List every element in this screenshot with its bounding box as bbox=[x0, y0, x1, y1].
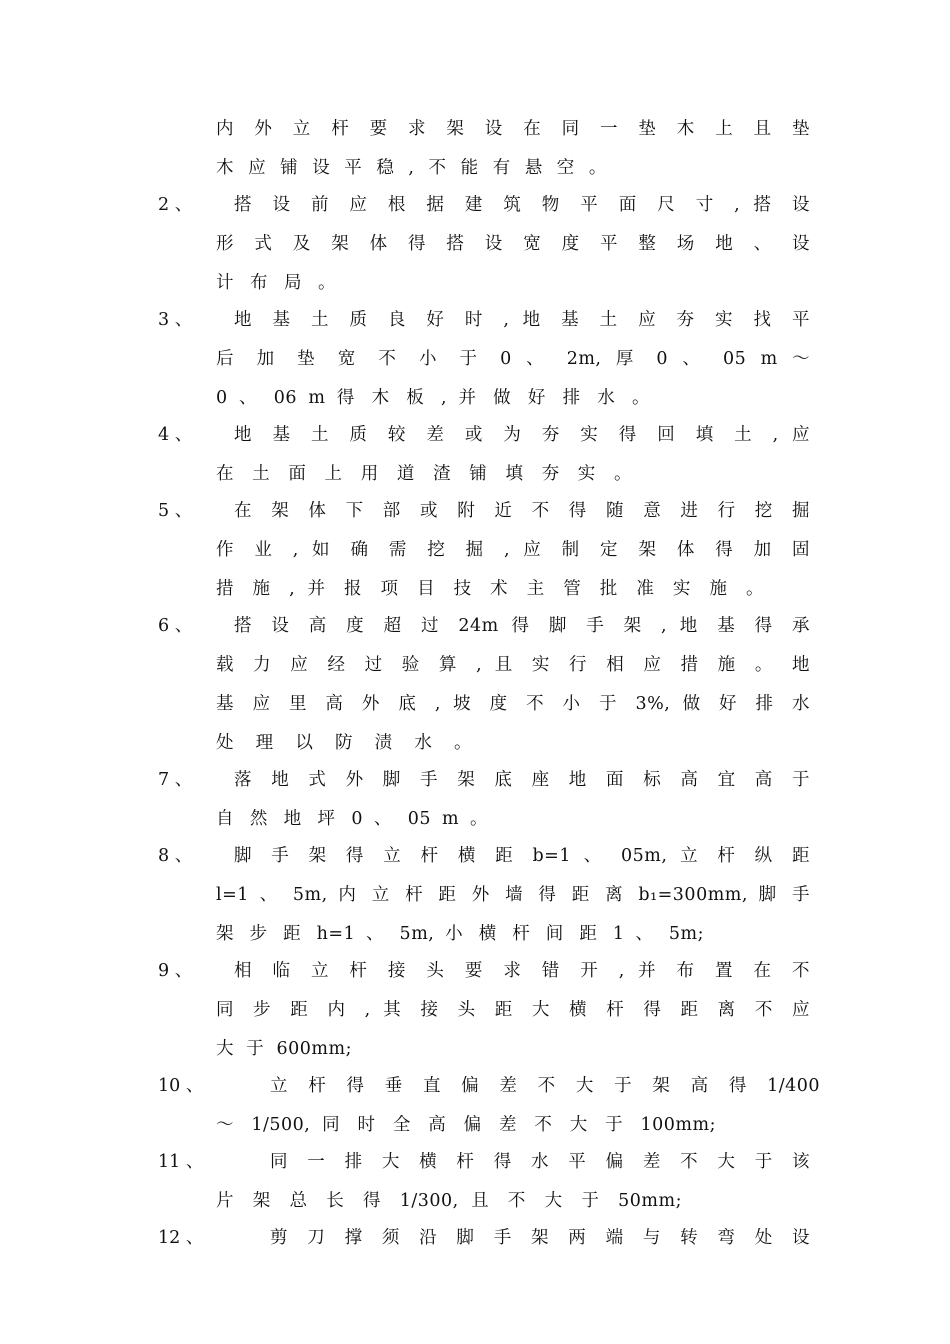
text-line: 大 于 600mm; bbox=[216, 1039, 352, 1059]
text-line: 脚 手 架 得 立 杆 横 距 b=1 、 05m, 立 杆 纵 距 bbox=[234, 846, 810, 866]
text-line: 落 地 式 外 脚 手 架 底 座 地 面 标 高 宜 高 于 bbox=[234, 770, 810, 790]
text-line: 地 基 土 质 较 差 或 为 夯 实 得 回 填 土 , 应 bbox=[234, 425, 810, 445]
text-line: 同 步 距 内 , 其 接 头 距 大 横 杆 得 距 离 不 应 bbox=[216, 1000, 810, 1020]
text-line: 后 加 垫 宽 不 小 于 0 、 2m, 厚 0 、 05 m ～ bbox=[216, 349, 810, 369]
item-number: 6 、 bbox=[158, 616, 193, 636]
text-line: 搭 设 前 应 根 据 建 筑 物 平 面 尺 寸 , 搭 设 bbox=[234, 195, 810, 215]
text-line: 措 施 , 并 报 项 目 技 术 主 管 批 准 实 施 。 bbox=[216, 579, 764, 599]
text-line: 片 架 总 长 得 1/300, 且 不 大 于 50mm; bbox=[216, 1191, 682, 1211]
text-line: 基 应 里 高 外 底 , 坡 度 不 小 于 3%, 做 好 排 水 bbox=[216, 694, 810, 714]
item-number: 2 、 bbox=[158, 195, 193, 215]
text-line: 自 然 地 坪 0 、 05 m 。 bbox=[216, 809, 488, 829]
text-line: 地 基 土 质 良 好 时 , 地 基 土 应 夯 实 找 平 bbox=[234, 310, 810, 330]
text-line: 立 杆 得 垂 直 偏 差 不 大 于 架 高 得 1/400 bbox=[270, 1076, 820, 1096]
item-number: 7 、 bbox=[158, 770, 193, 790]
item-number: 3 、 bbox=[158, 310, 193, 330]
text-line: 剪 刀 撑 须 沿 脚 手 架 两 端 与 转 弯 处 设 bbox=[270, 1228, 810, 1248]
text-line: 载 力 应 经 过 验 算 , 且 实 行 相 应 措 施 。 地 bbox=[216, 655, 810, 675]
item-number: 11 、 bbox=[158, 1152, 204, 1172]
text-line: 在 架 体 下 部 或 附 近 不 得 随 意 进 行 挖 掘 bbox=[234, 501, 810, 521]
text-line: 同 一 排 大 横 杆 得 水 平 偏 差 不 大 于 该 bbox=[270, 1152, 810, 1172]
item-number: 10 、 bbox=[158, 1076, 204, 1096]
text-line: 在 土 面 上 用 道 渣 铺 填 夯 实 。 bbox=[216, 464, 632, 484]
text-line: l=1 、 5m, 内 立 杆 距 外 墙 得 距 离 b₁=300mm, 脚 手 bbox=[216, 885, 810, 905]
text-line: 处 理 以 防 渍 水 。 bbox=[216, 733, 472, 753]
text-line: 0 、 06 m 得 木 板 , 并 做 好 排 水 。 bbox=[216, 388, 650, 408]
item-number: 9 、 bbox=[158, 961, 193, 981]
text-line: 相 临 立 杆 接 头 要 求 错 开 , 并 布 置 在 不 bbox=[234, 961, 810, 981]
item-number: 8 、 bbox=[158, 846, 193, 866]
item-number: 4 、 bbox=[158, 425, 193, 445]
item-number: 12 、 bbox=[158, 1228, 204, 1248]
text-line: 搭 设 高 度 超 过 24m 得 脚 手 架 , 地 基 得 承 bbox=[234, 616, 810, 636]
text-line: 内 外 立 杆 要 求 架 设 在 同 一 垫 木 上 且 垫 bbox=[216, 119, 810, 139]
item-number: 5 、 bbox=[158, 501, 193, 521]
text-line: ～ 1/500, 同 时 全 高 偏 差 不 大 于 100mm; bbox=[216, 1115, 716, 1135]
text-line: 架 步 距 h=1 、 5m, 小 横 杆 间 距 1 、 5m; bbox=[216, 924, 704, 944]
text-line: 作 业 , 如 确 需 挖 掘 , 应 制 定 架 体 得 加 固 bbox=[216, 540, 810, 560]
text-line: 计 布 局 。 bbox=[216, 273, 336, 293]
text-line: 形 式 及 架 体 得 搭 设 宽 度 平 整 场 地 、 设 bbox=[216, 234, 810, 254]
text-line: 木 应 铺 设 平 稳 , 不 能 有 悬 空 。 bbox=[216, 158, 607, 178]
